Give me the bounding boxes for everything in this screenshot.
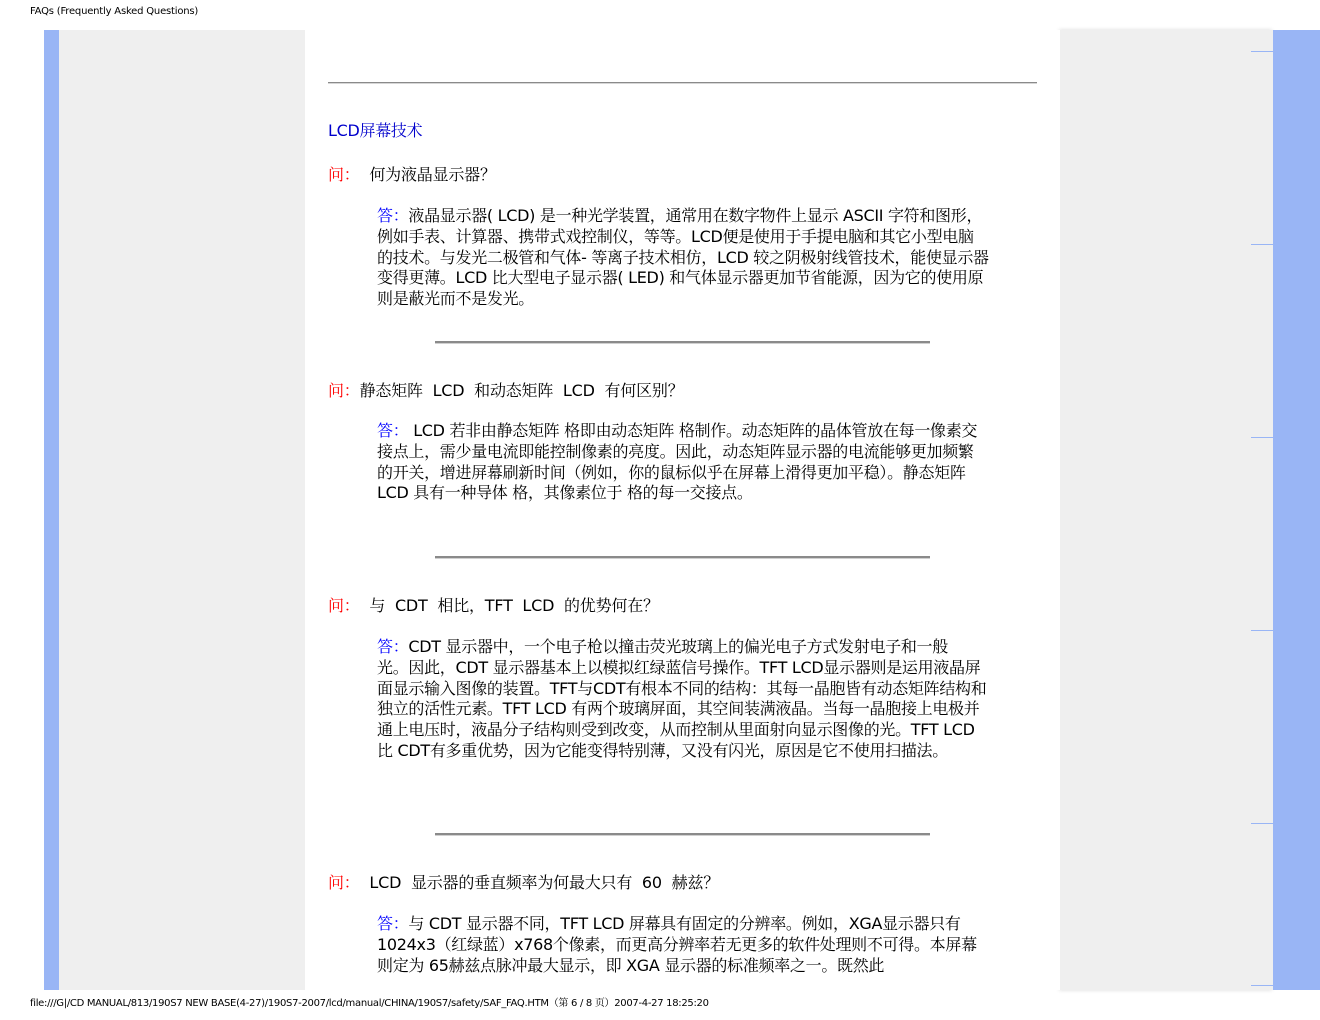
answer-2 <box>377 421 989 504</box>
question-label: 问： <box>328 381 360 400</box>
answer-text: LCD 若非由静态矩阵 格即由动态矩阵 格制作。动态矩阵的晶体管放在每一像素交接点上，需少量电流即能控制像素的亮度。因此，动态矩阵显示器的电流能够更加频繁的开关，增进屏幕刷新时间（例如，你的鼠标似乎在屏幕上滑得更加平稳）。静态矩阵 LCD 具有一种导体 格，其像素位于 格的每一交接点。 <box>377 421 978 503</box>
answer-text: 液晶显示器( LCD) 是一种光学装置，通常用在数字物件上显示 ASCII 字符和图形，例如手表、计算器、携带式戏控制仪，等等。LCD便是使用于手提电脑和其它小型电脑的技术。与发光二极管和气体- 等离子技术相仿，LCD 较之阴极射线管技术，能使显示器变得更薄。LCD 比大型电子显示器( LED) 和气体显示器更加节省能源，因为它的使用原则是蔽光而不是发光。 <box>377 206 989 309</box>
page-title: FAQs (Frequently Asked Questions) <box>30 6 199 17</box>
answer-text: CDT 显示器中，一个电子枪以撞击荧光玻璃上的偏光电子方式发射电子和一般 <box>408 637 948 656</box>
question-text: 与 CDT 相比，TFT LCD 的优势何在？ <box>359 596 659 615</box>
question-text: 静态矩阵 LCD 和动态矩阵 LCD 有何区别？ <box>359 381 684 400</box>
answer-label: 答： <box>377 206 409 225</box>
answer-1 <box>377 206 989 310</box>
faq-divider <box>435 556 930 559</box>
answer-label: 答： <box>377 914 409 933</box>
faq-divider <box>435 833 930 836</box>
question-label: 问： <box>328 165 360 184</box>
left-blue-strip <box>44 30 59 990</box>
answer-4 <box>377 914 989 976</box>
answer-label: 答： <box>377 637 409 656</box>
answer-text-continued: 光。因此，CDT 显示器基本上以模拟红绿蓝信号操作。TFT LCD显示器则是运用液晶屏面显示输入图像的装置。TFT与CDT有根本不同的结构：其每一晶胞皆有动态矩阵结构和独立的活性元素。TFT LCD 有两个玻璃屏面，其空间装满液晶。当每一晶胞接上电极并通上电压时，液晶分子结构则受到改变，从而控制从里面射向显示图像的光。TFT LCD 比 CDT有多重优势，因为它能变得特别薄，又没有闪光，原因是它不使用扫描法。 <box>377 657 987 760</box>
question-1 <box>328 162 496 185</box>
page-footer: file:///G|/CD MANUAL/813/190S7 NEW BASE(4-27)/190S7-2007/lcd/manual/CHINA/190S7/safety/SAF_FAQ.HTM（第 6 / 8 页）2007-4-27 18:25:20 <box>30 998 709 1009</box>
answer-text: 与 CDT 显示器不同，TFT LCD 屏幕具有固定的分辨率。例如，XGA显示器只有1024x3（红绿蓝）x768个像素，而更高分辨率若无更多的软件处理则不可得。本屏幕则定为 65赫兹点脉冲最大显示，即 XGA 显示器的标准频率之一。既然此 <box>377 914 977 975</box>
question-3 <box>328 593 659 616</box>
right-gray-panel <box>1060 30 1273 990</box>
answer-3 <box>377 637 989 762</box>
right-strip-tick <box>1251 823 1273 824</box>
faq-divider <box>435 341 930 344</box>
question-text: 何为液晶显示器？ <box>359 165 496 184</box>
faq-content <box>305 30 1060 990</box>
right-strip-tick <box>1251 437 1273 438</box>
right-blue-strip <box>1273 30 1320 990</box>
right-strip-tick <box>1251 630 1273 631</box>
top-divider <box>328 82 1037 84</box>
question-text: LCD 显示器的垂直频率为何最大只有 60 赫兹？ <box>359 873 720 892</box>
section-title: LCD屏幕技术 <box>328 121 423 140</box>
question-4 <box>328 870 719 893</box>
question-label: 问： <box>328 596 360 615</box>
question-2 <box>328 378 684 401</box>
question-label: 问： <box>328 873 360 892</box>
left-gray-panel <box>59 30 305 990</box>
right-strip-tick <box>1251 51 1273 52</box>
right-strip-tick <box>1251 985 1273 986</box>
right-strip-tick <box>1251 244 1273 245</box>
answer-label: 答： <box>377 421 409 440</box>
